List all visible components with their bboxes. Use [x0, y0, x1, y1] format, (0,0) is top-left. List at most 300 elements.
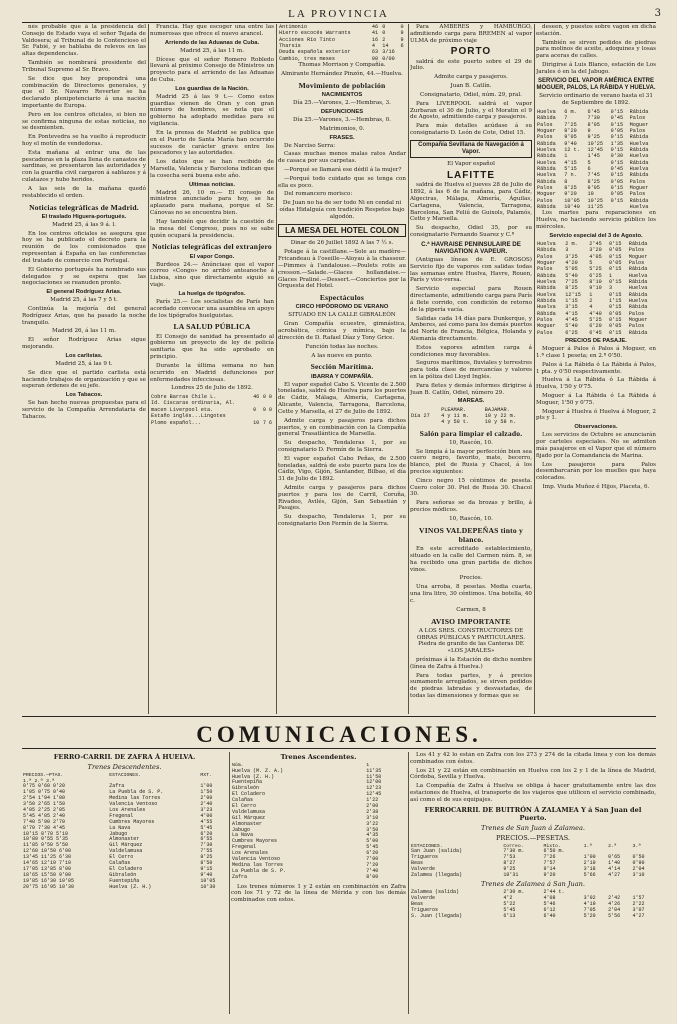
- rail-buitron-block: [410, 752, 656, 1014]
- subheading: Servicio especial del 3 de Agosto.: [549, 232, 643, 239]
- table-cell: 8: [564, 178, 568, 185]
- paragraph: Gran Compañía ecuestre, gimnástica, acrobática, cómica y mímica, bajo la dirección de D. Rafael Díaz y Tony Grice.: [278, 321, 406, 341]
- table-cell: Rábida: [537, 204, 556, 211]
- table-cell: El Cerro: [109, 854, 134, 861]
- table-cell: 0'15: [608, 240, 622, 247]
- subheading: FRASES.: [329, 134, 355, 141]
- paragraph: El vapor español Cabo S. Vicente de 2.500 toneladas, saldrá de Huelva para los puertos de Cádiz, Málaga, Almería, Cartagena, Alicante, Valencia, Tarragona, Barcelona, Cette y Marsella, el 27 de Julio de 1892.: [278, 381, 406, 415]
- paragraph: En los centros oficiales se asegura que hoy se ha publicado el decreto para la reunión de los comisionados que representan á España en las conferencias del tratado de comercio con Portugal.: [22, 230, 146, 264]
- table-cell: 7'40: [366, 867, 379, 874]
- table-cell: 10'31: [503, 872, 519, 879]
- table-cell: 4'27: [608, 872, 621, 879]
- table-cell: 0'15: [610, 134, 624, 141]
- paragraph: Para AMBERES y HAMBURGO, admitiendo carga para BREMEN al vapor ULMA de próximo viaje: [410, 24, 532, 44]
- section-title-comunicaciones: COMUNICACIONES.: [196, 722, 482, 747]
- table-cell: 8'25: [565, 285, 578, 292]
- paragraph: Se dice que hoy propondrá una combinación de Directores generales, y que el Sr. Navarro Reverter se ha declarado plenipotenciario á una nación importante de Europa.: [22, 75, 146, 109]
- railway-title: FERROCARRIL DE BUITRÓN Á ZALAMEA Y á San Juan del Puerto.: [424, 805, 642, 822]
- table-cell: 1'45: [587, 153, 600, 160]
- table-cell: 0'15: [610, 185, 624, 192]
- table-header-row: PRECIOS.—PTAS. ESTACIONES. MXT.: [23, 773, 212, 779]
- paragraph: Palos á La Rábida ó La Rábida á Palos, 1 pta. y 0'50 respectivamente.: [536, 361, 656, 375]
- table-cell: 8'50: [200, 859, 213, 866]
- table-cell: Huelva: [628, 272, 648, 279]
- paragraph: próximas á la Estación de dicho nombre (línea de Zafra á Huelva.): [410, 657, 532, 670]
- paragraph: Juan B. Catlín.: [450, 83, 492, 90]
- table-cell: 2'04: [632, 866, 645, 873]
- section-heading: VINOS VALDEPEÑAS tinto y blanco.: [419, 525, 523, 544]
- subheading: La huelga de tipógrafos.: [178, 290, 246, 297]
- paragraph: Función todas las noches.: [305, 343, 379, 350]
- table-cell: 5'20: [583, 912, 596, 919]
- table-cell: Zafra: [232, 873, 248, 880]
- table-cell: Los Arenales: [232, 850, 269, 857]
- column-2: [150, 24, 274, 714]
- paragraph: Los servicios de Octubre se anunciarán por carteles especiales. No se admiten más pasajeros en el Vapor que el número fijado por la Comandancia de Marina.: [536, 432, 656, 459]
- table-cell: 3'10: [632, 872, 645, 879]
- table-cell: 0'15: [608, 317, 622, 324]
- paragraph: Francia. Hay que escoger una entre las numerosas que ofrece el nuevo arancel.: [150, 24, 274, 37]
- dateline: Madrid 26, á las 11 m.: [51, 328, 116, 335]
- column-1: [22, 24, 146, 714]
- table-cell: Moguer: [628, 317, 648, 324]
- table-row: Deuda española exterior 63 3/16: [279, 49, 395, 56]
- table-cell: 0'15: [610, 172, 624, 179]
- table-cell: 10'25: [587, 197, 604, 204]
- paragraph: Moguer á Huelva ó Huelva á Moguer, 2 pts y 1.: [536, 408, 656, 422]
- paragraph: Su despacho, Tendaleras 1, por su consignatario Don Fermín de la Sierra.: [278, 514, 406, 528]
- prices-label: PRECIOS.—PESETAS.: [496, 833, 570, 842]
- table-cell: Cumbres Mayores: [232, 838, 278, 845]
- table-cell: 1'15: [608, 298, 622, 305]
- section-rule: [22, 748, 656, 749]
- table-cell: Palos: [628, 247, 645, 254]
- paragraph: —Porqué todo cuidado que se tenga con ella es poco.: [278, 175, 406, 189]
- table-cell: 12 t.: [564, 147, 580, 153]
- table-cell: Rábida: [537, 140, 556, 147]
- subheading: IBARRA Y COMPAÑÍA.: [311, 373, 373, 380]
- table-row: Tharsis 4 14 6: [279, 43, 404, 50]
- paragraph: Huelva á La Rábida ó La Rábida á Huelva, 1'50 y 0'75.: [536, 377, 656, 391]
- table-cell: 10'80 9'55 5'35: [23, 836, 69, 843]
- table-cell: 5'25: [589, 317, 602, 324]
- table-cell: Valdelamusa: [109, 848, 143, 855]
- page-number: 3: [654, 8, 661, 19]
- table-cell: 5'45: [200, 824, 213, 831]
- paragraph: A las seis de la mañana quedó restablecido el orden.: [22, 185, 146, 199]
- paragraph: El Gobierno portugués ha nombrado sus delegados y se espera que las negociaciones se reanuden pronto.: [22, 266, 146, 287]
- subheading: Arriendo de las Aduanas de Cuba.: [164, 39, 260, 46]
- table-cell: Los Arenales: [109, 806, 146, 813]
- table-cell: 3'23: [200, 806, 213, 813]
- ferry-schedule-table: [536, 109, 656, 211]
- table-cell: Huelva: [537, 159, 556, 166]
- table-cell: 19'85 16'30 10'05: [23, 877, 75, 884]
- table-cell: 6'20: [589, 323, 602, 330]
- table-cell: La Nava: [232, 832, 254, 839]
- table-cell: 4'40: [589, 310, 602, 317]
- table-cell: Moguer: [537, 127, 556, 134]
- table-row: Acciones Río Tinto 16 2 9: [279, 36, 404, 43]
- paragraph: saldrá de Huelva el jueves 28 de Julio de 1892, á las 6 de la mañana, para Cádiz, Algeciras, Málaga, Almería, Águilas, Cartagena, Valencia, Tarragona, Barcelona, San Feliú de Guixols, Palamós, Cette y Marsella.: [410, 182, 532, 223]
- table-row: Id. Ciscaras ordinaria, Al.: [151, 400, 236, 407]
- table-cell: 0'90: [632, 860, 645, 867]
- table-cell: 0'05: [610, 178, 624, 185]
- paragraph: Los trenes números 1 y 2 están en combinación en Zafra con los 71 y 72 de la línea de Mérida y con los demás combinados con estos.: [231, 883, 406, 904]
- table-cell: 4'00: [200, 812, 213, 819]
- table-cell: Palos: [537, 185, 553, 192]
- table-cell: 2'45: [589, 240, 602, 247]
- table-cell: 5'00: [366, 838, 379, 845]
- table-cell: 9'20: [564, 191, 577, 198]
- table-cell: 0'05: [610, 191, 624, 198]
- paragraph: Servicio ordinario de verano hasta el 31 de Septiembre de 1892.: [539, 93, 653, 107]
- paragraph: En la prensa de Madrid se publica que en el Puerto de Santa María han ocurrido sucesos de carácter grave entre los pescadores y las autoridades.: [150, 129, 274, 157]
- paragraph: Durante la última semana no han ocurrido en Madrid defunciones por enfermedades infecciosas.: [150, 362, 274, 383]
- table-row: [536, 115, 656, 121]
- table-cell: 7'55: [200, 848, 213, 855]
- table-cell: 5'56: [608, 912, 621, 919]
- table-cell: 8'70 7'30 4'45: [23, 824, 66, 831]
- metal-prices-table: [150, 394, 274, 426]
- table-cell: 5'15: [564, 166, 577, 173]
- subheading: Los guardias de la Nación.: [175, 85, 249, 92]
- table-row: [536, 172, 656, 178]
- table-cell: Huelva (M. Z. A.): [232, 767, 284, 774]
- table-cell: Trigueros: [411, 854, 439, 861]
- table-cell: Huelva: [628, 285, 648, 292]
- buitron-return-schedule-table: [410, 890, 656, 919]
- table-cell: Fuentepiña: [109, 877, 140, 884]
- table-cell: 3'02: [583, 894, 596, 901]
- table-cell: Rábida: [537, 166, 556, 173]
- company-banner: Compañía Sevillana de Navegación á Vapor.: [410, 140, 532, 159]
- table-cell: 0'15: [608, 291, 622, 298]
- table-cell: 2 m.: [565, 240, 578, 247]
- table-cell: 8'05: [587, 121, 600, 128]
- table-cell: 9'05: [564, 134, 577, 141]
- table-cell: 6'40: [543, 912, 556, 919]
- paragraph: De Juan no ha de ser todo Ni en cendal ni oídas Hidalguía con tradición Respetos bajo algodón.: [279, 200, 405, 220]
- table-cell: Zafra: [109, 783, 125, 790]
- table-cell: 9'40: [564, 140, 577, 147]
- table-cell: 5: [589, 259, 593, 266]
- table-cell: 9'25: [503, 866, 516, 873]
- table-cell: Medina las Torres: [232, 861, 284, 868]
- table-cell: 3'50 2'65 1'50: [23, 801, 66, 808]
- table-cell: 9'20: [543, 872, 556, 879]
- table-cell: 0'05: [608, 323, 622, 330]
- table-cell: 12'45: [587, 147, 604, 153]
- paragraph: Su despacho, Tendaleras 1, por su consignatario D. Fermín de la Sierra.: [278, 440, 406, 453]
- table-cell: 8'25: [564, 185, 577, 192]
- masthead-rule: [22, 22, 656, 23]
- table-cell: 8'25: [587, 178, 600, 185]
- table-cell: 4'27: [632, 912, 645, 919]
- table-cell: Valverde: [411, 866, 436, 873]
- paragraph: En este acreditado establecimiento, situado en la calle del Carmen núm. 8, se ha recibido una gran partida de dichos vinos.: [410, 546, 532, 573]
- paragraph: París 25.— Los socialistas de París han acordado convocar una asamblea en apoyo de los tipógrafos huelguistas.: [150, 298, 274, 319]
- table-cell: 7'57: [543, 860, 556, 867]
- subheading: CIRCO HIPÓDROMO DE VERANO: [295, 304, 389, 311]
- table-cell: Rábida: [628, 266, 648, 273]
- table-cell: Calañas: [232, 797, 254, 804]
- table-cell: 2'30 m.: [503, 888, 525, 895]
- table-cell: 5'05: [565, 266, 578, 273]
- table-cell: 4'26: [608, 900, 621, 907]
- paragraph: Admite carga y pasajeros.: [434, 74, 508, 81]
- table-cell: 13'45 11'25 6'30: [23, 854, 72, 861]
- table-cell: 11'25: [587, 204, 604, 211]
- table-cell: 10'40: [564, 204, 580, 211]
- table-cell: 7'30 m.: [503, 848, 525, 855]
- table-cell: 17'05 13'85 8'00: [23, 865, 72, 872]
- table-cell: La Nava: [109, 824, 131, 831]
- table-cell: Huelva: [537, 304, 556, 311]
- table-cell: Rábida: [629, 134, 649, 141]
- table-cell: 12'23: [366, 785, 382, 792]
- section-heading: Movimiento de población: [298, 80, 386, 90]
- table-cell: Gibraleón: [232, 785, 260, 792]
- table-cell: 4'19: [583, 900, 596, 907]
- table-cell: 7'45: [587, 172, 600, 179]
- table-cell: Rábida: [629, 197, 649, 204]
- rail-ascending-block: [231, 752, 406, 1014]
- railway-title: FERRO-CARRIL DE ZAFRA Á HUELVA.: [53, 753, 196, 761]
- table-cell: Rábida: [537, 285, 556, 292]
- paragraph: Salidas cada 14 días para Dunkerque, y Amberes, así como para los demás puertos del Norte de Francia, Bélgica, Holanda y Alemania directamente.: [410, 315, 532, 342]
- table-row: 4 y 50 t. 10 y 58 n.: [441, 419, 516, 426]
- hotel-menu-title: LA MESA DEL HOTEL COLON: [278, 224, 406, 238]
- table-cell: 2'22: [632, 900, 645, 907]
- table-cell: Trigueros: [411, 906, 439, 913]
- table-cell: Almonaster: [232, 820, 263, 827]
- table-cell: Huelva (Z. H.): [232, 773, 275, 780]
- table-cell: 11'35: [366, 767, 382, 774]
- table-cell: 5'45 4'05 2'40: [23, 812, 66, 819]
- section-heading: LA SALUD PÚBLICA: [173, 322, 251, 332]
- table-cell: Palos: [629, 127, 646, 134]
- paragraph: Dirigirse á Luis Blanco, estación de Los Jarales ó en la del Jabugo.: [536, 62, 656, 75]
- table-cell: 4'2: [503, 894, 513, 901]
- table-cell: 0'45: [610, 115, 624, 122]
- column-divider: [534, 24, 535, 714]
- table-cell: 4: [589, 304, 593, 311]
- subheading: NACIMIENTOS: [321, 91, 363, 98]
- table-row: [536, 285, 656, 291]
- subheading: El traslado Higuera-portugués.: [41, 213, 127, 220]
- table-row: PLEAMAR. BAJAMAR.: [441, 406, 510, 413]
- subheading: MAREAS.: [457, 398, 485, 405]
- table-cell: 12'60 10'50 6'00: [23, 848, 72, 855]
- paragraph: Cinco negro 15 céntimos de peseta. Cuero color 30. Piel de Rusia 30. Chacol 30.: [410, 477, 532, 498]
- table-cell: Rábida: [537, 153, 556, 160]
- table-cell: 0'05: [608, 310, 622, 317]
- table-cell: Rábida: [628, 304, 648, 311]
- table-row: [410, 873, 656, 879]
- table-row: macen Liverpool eta. 0 0 0: [151, 406, 273, 413]
- paragraph: También se sirven pedidos de piedras para molinos de aceite, adoquines y losas para aceras de calles.: [536, 39, 656, 60]
- table-cell: Valdelamusa: [232, 808, 266, 815]
- table-cell: 5'40: [565, 323, 578, 330]
- table-cell: 2'44 t.: [543, 888, 565, 895]
- table-cell: Rábida: [628, 279, 648, 285]
- paragraph: deseen, y puestos sobre vagon en dicha estación.: [536, 24, 656, 37]
- table-cell: 0'65: [608, 854, 621, 861]
- table-cell: 0'15: [610, 121, 624, 128]
- table-row: Día 27 4 y 11 m. 10 y 22 m.: [411, 412, 516, 419]
- table-cell: 6'12: [543, 906, 556, 913]
- table-cell: 14'65 12'10 7'10: [23, 859, 72, 866]
- table-cell: 8'25: [200, 854, 213, 861]
- table-cell: 1'00: [583, 854, 596, 861]
- section-heading: Noticias telegráficas del extranjero: [152, 242, 272, 252]
- table-cell: 0'15: [608, 304, 622, 311]
- table-cell: Palos: [629, 115, 646, 122]
- table-cell: 7'26: [543, 854, 556, 861]
- table-cell: 9'15: [200, 865, 213, 872]
- table-cell: Palos: [628, 310, 645, 317]
- rail-descending-block: [22, 752, 227, 1014]
- table-cell: 2'00: [200, 795, 213, 802]
- table-cell: 1'35: [610, 140, 624, 147]
- table-cell: 5'45: [366, 844, 379, 851]
- paragraph: Día 25.—Varones, 2.—Hembras, 3.: [293, 100, 391, 106]
- column-divider: [229, 752, 230, 1014]
- table-row: Cambio, tres meses 00 0/00: [279, 55, 395, 62]
- table-cell: Rábida: [629, 147, 649, 153]
- table-cell: Valencia Ventoso: [109, 801, 158, 808]
- table-cell: 6'25: [565, 329, 578, 336]
- paragraph: Su despacho, Odiel 35, por su consignatario Fernando Suarez y C.ª: [410, 225, 532, 239]
- table-cell: 2'04: [608, 906, 621, 913]
- table-cell: 8'27: [503, 860, 516, 867]
- table-cell: Rábida: [628, 329, 648, 336]
- table-cell: 6'55: [200, 836, 213, 843]
- table-cell: Valverde: [411, 894, 436, 901]
- paragraph: El Vapor español: [447, 161, 495, 168]
- market-prices-table: [278, 24, 406, 62]
- table-cell: Zalamea (salida): [411, 888, 460, 895]
- table-cell: 1'50: [200, 789, 213, 796]
- paragraph: Del romancero morisco:: [284, 191, 353, 198]
- ship-name: PORTO: [450, 46, 492, 58]
- table-cell: 11'50: [366, 773, 382, 780]
- paragraph: nés probable que á la presidencia del Consejo de Estado vaya el señor Tejada de Valdosera; al Tribunal de lo Contencioso el Sr. Fabié, y se hablaba de relevos en las altas dependencias.: [22, 24, 146, 58]
- table-cell: Moguer: [629, 185, 649, 192]
- table-cell: 6'20: [366, 850, 379, 857]
- table-cell: Fregenal: [109, 812, 134, 819]
- table-cell: Huelva: [537, 147, 556, 153]
- table-cell: 8'20: [564, 127, 577, 134]
- table-cell: Beas: [411, 860, 424, 867]
- table-cell: Fuentepiña: [232, 779, 263, 786]
- table-cell: 7'30: [587, 115, 600, 122]
- table-cell: 1'15: [565, 298, 578, 305]
- subheading: PRECIOS DE PASAJE.: [565, 338, 627, 345]
- dateline: Londres 25 de Julio de 1892.: [171, 385, 253, 392]
- table-cell: Moguer: [537, 323, 556, 330]
- table-cell: Beas: [411, 900, 424, 907]
- table-row: Cobre Barras Chile L. 46 0 0: [151, 394, 273, 401]
- paragraph: Para fletes y demás informes dirigirse á Juan B. Catlín, Odiel, número 29.: [410, 382, 532, 396]
- table-cell: 3'25: [565, 253, 578, 260]
- paragraph: A las nueve en punto.: [311, 352, 373, 359]
- table-cell: Rábida: [628, 291, 648, 298]
- table-cell: 4'08: [543, 894, 556, 901]
- paragraph: Servicio especial para Rouen directamente, admitiendo carga para París á flete corrido, con condición de retorno de la pipería vacía.: [410, 286, 532, 313]
- table-cell: Palos: [537, 253, 553, 260]
- ferry-special-schedule-table: [536, 241, 656, 336]
- table-cell: Valencia Ventoso: [232, 856, 281, 863]
- paragraph: Moguer á Palos ó Palos á Moguer, en 1.ª clase 1 peseta; en 2.ª 0'50.: [536, 346, 656, 359]
- table-cell: 4'45: [565, 317, 578, 324]
- paragraph: Dinar de 26 Juillet 1892 A las 7 ½ s.: [290, 240, 394, 247]
- table-cell: 0'15: [610, 159, 624, 166]
- table-cell: 6 m.: [564, 108, 577, 115]
- paragraph: Los 41 y 42 lo están en Zafra con los 273 y 274 de la citada línea y con los demás combinados con éstos.: [410, 752, 656, 765]
- table-cell: 7'25: [565, 279, 578, 285]
- table-cell: 5: [587, 159, 591, 166]
- table-cell: Zalamea (llegada): [411, 872, 463, 879]
- table-cell: Moguer: [629, 121, 649, 128]
- table-cell: 7'00: [366, 856, 379, 863]
- table-cell: Jabugo: [232, 826, 251, 833]
- table-cell: 4'35: [366, 832, 379, 839]
- table-cell: 1'57: [632, 894, 645, 901]
- table-row: [410, 914, 656, 920]
- paragraph: 10, Rascón, 10.: [449, 515, 493, 522]
- table-cell: El Coladero: [232, 791, 266, 798]
- section-heading: Salón para limpiar el calzado.: [419, 428, 523, 438]
- table-cell: Palos: [629, 191, 646, 198]
- table-cell: 0'15: [610, 147, 624, 153]
- table-cell: 7 n.: [564, 172, 577, 179]
- section-heading: Sección Marítima.: [310, 362, 374, 372]
- table-cell: La Puebla de S. P.: [109, 789, 164, 796]
- dateline: Madrid 25, á las 7 y 5 t.: [50, 297, 118, 304]
- table-cell: 4'05 2'25 2'05: [23, 806, 66, 813]
- paragraph: Madrid 26, 10 m.— El consejo de ministros anunciado para hoy, se ha aplazado para mañana, porque el Sr. Cánovas no se encuentra bien.: [150, 189, 274, 217]
- table-cell: 2'54 1'94 1'00: [23, 795, 66, 802]
- table-cell: 6'45: [587, 108, 600, 115]
- table-cell: 0'05: [608, 247, 622, 254]
- table-cell: 3'22: [366, 820, 379, 827]
- descending-schedule-table: [22, 773, 227, 890]
- section-heading: AVISO IMPORTANTE: [431, 616, 511, 626]
- paragraph: Se limpia á la mayor perfección bien sea cuero negro, favorito, mate, becerro, blanco, piel de Rusia y Chacol, á los precios siguientes:: [410, 448, 532, 476]
- table-cell: 6'25: [589, 272, 602, 279]
- table-cell: 7'25: [564, 121, 577, 128]
- table-cell: Palos: [537, 266, 553, 273]
- paragraph: Para todas partes, y á precios sumamente arreglados, se sirven pedidos de piedras labradas y desvastadas, de todas las dimensiones y formas que se: [410, 672, 532, 700]
- paragraph: Los pasajeros para Palos desembarcarán por los muelles que haya colocados.: [536, 461, 656, 482]
- table-cell: S. Juan (llegada): [411, 912, 463, 919]
- table-cell: Palos: [537, 121, 553, 128]
- table-cell: 1'05 0'75 0'40: [23, 789, 66, 796]
- table-cell: Medina las Torres: [109, 795, 161, 802]
- table-cell: 12'15: [565, 291, 581, 298]
- paragraph: Admite carga y pasajeros para dichos puertos y para los de Carril, Coruña, Rivadeo, Avilés, Gijón, San Sebastián y Pasajes.: [278, 485, 406, 512]
- dateline: Madrid 25, á las 9 t.: [55, 360, 113, 367]
- paragraph: (Antiguas líneas de E. GROSOS) Servicio fijo de vapores con salidas todas las semanas entre Huelva, Havre, Rouen, París y vice-versa.: [410, 257, 532, 284]
- table-cell: 10'15 8'70 5'10: [23, 830, 69, 837]
- table-cell: 7: [564, 115, 568, 122]
- paragraph: Precios.: [459, 575, 483, 582]
- table-cell: Jabugo: [109, 830, 128, 837]
- subheading: Observaciones.: [574, 424, 618, 431]
- ascending-schedule-table: [231, 763, 406, 881]
